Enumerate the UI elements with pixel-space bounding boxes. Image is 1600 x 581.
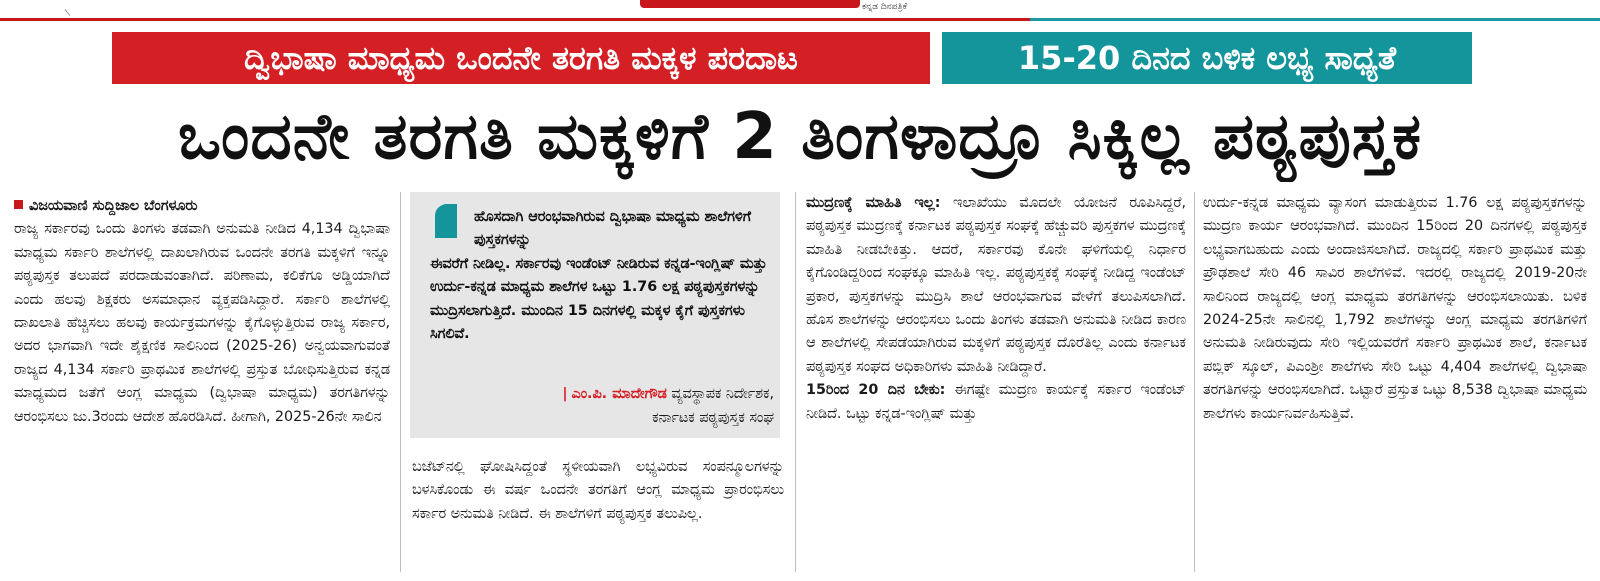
- column-2-body: ಬಜೆಟ್‌ನಲ್ಲಿ ಘೋಷಿಸಿದ್ದಂತೆ ಸ್ಥಳೀಯವಾಗಿ ಲಭ್ಯವಿರುವ ಸಂಪನ್ಮೂಲಗಳನ್ನು ಬಳಸಿಕೊಂಡು ಈ ವರ್ಷ ಒಂದನೇ ತರಗತಿಗೆ ಆಂಗ್ಲ ಮಾಧ್ಯಮ ಪ್ರಾರಂಭಿಸಲು ಸರ್ಕಾರ ಅನುಮತಿ ನೀಡಿದೆ. ಈ ಶಾಲೆಗಳಿಗೆ ಪಠ್ಯಪುಸ್ತಕ ತಲುಪಿಲ್ಲ.: [412, 459, 784, 522]
- pull-quote-box: [410, 192, 780, 438]
- masthead-teal-rule: [1030, 18, 1600, 21]
- column-3-para-1: [806, 192, 1186, 379]
- kicker-banner-red: ದ್ವಿಭಾಷಾ ಮಾಧ್ಯಮ ಒಂದನೇ ತರಗತಿ ಮಕ್ಕಳ ಪರದಾಟ: [112, 32, 930, 84]
- byline-text: ವಿಜಯವಾಣಿ ಸುದ್ದಿಜಾಲ ಬೆಂಗಳೂರು: [29, 198, 198, 214]
- pull-quote-attribution: [430, 382, 774, 430]
- masthead: [0, 0, 1600, 22]
- article-headline: ಒಂದನೇ ತರಗತಿ ಮಕ್ಕಳಿಗೆ 2 ತಿಂಗಳಾದ್ರೂ ಸಿಕ್ಕಿಲ್ಲ ಪಠ್ಯಪುಸ್ತಕ: [178, 100, 1422, 174]
- pull-quote-text: [430, 206, 774, 346]
- column-3-body-2: ಈಗಷ್ಟೇ ಮುದ್ರಣ ಕಾರ್ಯಕ್ಕೆ ಸರ್ಕಾರ ಇಂಡೆಂಟ್ ನೀಡಿದೆ. ಒಟ್ಟು ಕನ್ನಡ-ಇಂಗ್ಲಿಷ್ ಮತ್ತು: [806, 382, 1186, 422]
- byline-bullet-icon: [14, 200, 23, 209]
- attribution-line-1: [430, 382, 774, 406]
- column-3-para-2: [806, 379, 1186, 426]
- column-divider: [1194, 192, 1195, 572]
- column-divider: [795, 192, 796, 572]
- kicker-banner-teal: 15-20 ದಿನದ ಬಳಿಕ ಲಭ್ಯ ಸಾಧ್ಯತೆ: [942, 32, 1472, 84]
- pull-quote-rest: ಈವರೆಗೆ ನೀಡಿಲ್ಲ. ಸರ್ಕಾರವು ಇಂಡೆಂಟ್ ನೀಡಿರುವ ಕನ್ನಡ-ಇಂಗ್ಲಿಷ್ ಮತ್ತು ಉರ್ದು-ಕನ್ನಡ ಮಾಧ್ಯಮ ಶಾಲೆಗಳ ಒಟ್ಟು 1.76 ಲಕ್ಷ ಪಠ್ಯಪುಸ್ತಕಗಳನ್ನು ಮುದ್ರಿಸಲಾಗುತ್ತಿದೆ. ಮುಂದಿನ 15 ದಿನಗಳಲ್ಲಿ ಮಕ್ಕಳ ಕೈಗೆ ಪುಸ್ತಕಗಳು ಸಿಗಲಿವೆ.: [430, 255, 767, 343]
- article-column-3: [806, 192, 1186, 576]
- article-column-1: [14, 195, 390, 575]
- attribution-name: ಎಂ.ಪಿ. ಮಾದೇಗೌಡ: [571, 386, 667, 402]
- masthead-subtitle: ಕನ್ನಡ ದಿನಪತ್ರಿಕೆ: [862, 2, 908, 12]
- column-divider: [400, 192, 401, 572]
- attribution-bar: |: [562, 386, 568, 402]
- column-4-body: ಉರ್ದು-ಕನ್ನಡ ಮಾಧ್ಯಮ ವ್ಯಾಸಂಗ ಮಾಡುತ್ತಿರುವ 1.76 ಲಕ್ಷ ಪಠ್ಯಪುಸ್ತಕಗಳನ್ನು ಮುದ್ರಣ ಕಾರ್ಯ ಆರಂಭವಾಗಿದೆ. ಮುಂದಿನ 15ರಿಂದ 20 ದಿನಗಳಲ್ಲಿ ಪಠ್ಯಪುಸ್ತಕ ಲಭ್ಯವಾಗಬಹುದು ಎಂದು ಅಂದಾಜಿಸಲಾಗಿದೆ. ರಾಜ್ಯದಲ್ಲಿ ಸರ್ಕಾರಿ ಪ್ರಾಥಮಿಕ ಮತ್ತು ಪ್ರೌಢಶಾಲೆ ಸೇರಿ 46 ಸಾವಿರ ಶಾಲೆಗಳಿವೆ. ಇದರಲ್ಲಿ ರಾಜ್ಯದಲ್ಲಿ 2019-20ನೇ ಸಾಲಿನಿಂದ ರಾಜ್ಯದಲ್ಲಿ ಆಂಗ್ಲ ಮಾಧ್ಯಮ ತರಗತಿಗಳನ್ನು ಆರಂಭಿಸಲಾಯಿತು. ಬಳಿಕ 2024-25ನೇ ಸಾಲಿನಲ್ಲಿ 1,792 ಶಾಲೆಗಳನ್ನು ಆಂಗ್ಲ ಮಾಧ್ಯಮ ತರಗತಿಗಳಿಗೆ ಅನುಮತಿ ನೀಡಿರುವುದು ಸೇರಿ ಇಲ್ಲಿಯವರೆಗೆ ಸರ್ಕಾರಿ ಪ್ರಾಥಮಿಕ ಶಾಲೆ, ಕರ್ನಾಟಕ ಪಬ್ಲಿಕ್ ಸ್ಕೂಲ್, ಪಿಎಂಶ್ರೀ ಶಾಲೆಗಳು ಸೇರಿ ಒಟ್ಟು 4,404 ಶಾಲೆಗಳಲ್ಲಿ ದ್ವಿಭಾಷಾ ತರಗತಿಗಳನ್ನು ಆರಂಭಿಸಲಾಗಿದೆ. ಒಟ್ಟಾರೆ ಪ್ರಸ್ತುತ ಒಟ್ಟು 8,538 ದ್ವಿಭಾಷಾ ಮಾಧ್ಯಮ ಶಾಲೆಗಳು ಕಾರ್ಯನಿರ್ವಹಿಸುತ್ತಿವೆ.: [1203, 195, 1587, 422]
- subhead-15-20-days: 15ರಿಂದ 20 ದಿನ ಬೇಕು:: [806, 382, 946, 399]
- pull-quote-first-line: ಹೊಸದಾಗಿ ಆರಂಭವಾಗಿರುವ ದ್ವಿಭಾಷಾ ಮಾಧ್ಯಮ ಶಾಲೆಗಳಿಗೆ ಪುಸ್ತಕಗಳನ್ನು: [474, 209, 752, 249]
- column-1-body: ರಾಜ್ಯ ಸರ್ಕಾರವು ಒಂದು ತಿಂಗಳು ತಡವಾಗಿ ಅನುಮತಿ ನೀಡಿದ 4,134 ದ್ವಿಭಾಷಾ ಮಾಧ್ಯಮ ಸರ್ಕಾರಿ ಶಾಲೆಗಳಲ್ಲಿ ದಾಖಲಾಗಿರುವ ಒಂದನೇ ತರಗತಿ ಮಕ್ಕಳಿಗೆ ಇನ್ನೂ ಪಠ್ಯಪುಸ್ತಕ ತಲುಪದೆ ಪರದಾಡುವಂತಾಗಿದೆ. ಪರಿಣಾಮ, ಕಲಿಕೆಗೂ ಅಡ್ಡಿಯಾಗಿದೆ ಎಂದು ಹಲವು ಶಿಕ್ಷಕರು ಅಸಮಾಧಾನ ವ್ಯಕ್ತಪಡಿಸಿದ್ದಾರೆ. ಸರ್ಕಾರಿ ಶಾಲೆಗಳಲ್ಲಿ ದಾಖಲಾತಿ ಹೆಚ್ಚಿಸಲು ಹಲವು ಕಾರ್ಯಕ್ರಮಗಳನ್ನು ಕೈಗೊಳ್ಳುತ್ತಿರುವ ರಾಜ್ಯ ಸರ್ಕಾರ, ಅದರ ಭಾಗವಾಗಿ ಇದೇ ಶೈಕ್ಷಣಿಕ ಸಾಲಿನಿಂದ (2025-26) ಅನ್ವಯವಾಗುವಂತೆ ರಾಜ್ಯದ 4,134 ಸರ್ಕಾರಿ ಪ್ರಾಥಮಿಕ ಶಾಲೆಗಳಲ್ಲಿ ಪ್ರಸ್ತುತ ಬೋಧಿಸುತ್ತಿರುವ ಕನ್ನಡ ಮಾಧ್ಯಮದ ಜತೆಗೆ ಆಂಗ್ಲ ಮಾಧ್ಯಮ (ದ್ವಿಭಾಷಾ ಮಾಧ್ಯಮ) ತರಗತಿಗಳನ್ನು ಆರಂಭಿಸಲು ಜು.3ರಂದು ಆದೇಶ ಹೊರಡಿಸಿದೆ. ಹೀಗಾಗಿ, 2025-26ನೇ ಸಾಲಿನ: [14, 221, 390, 425]
- article-column-4: [1203, 192, 1587, 576]
- column-3-body-1: ಇಲಾಖೆಯು ಮೊದಲೇ ಯೋಜನೆ ರೂಪಿಸಿದ್ದರೆ, ಪಠ್ಯಪುಸ್ತಕ ಮುದ್ರಣಕ್ಕೆ ಕರ್ನಾಟಕ ಪಠ್ಯಪುಸ್ತಕ ಸಂಘಕ್ಕೆ ಹೆಚ್ಚುವರಿ ಪುಸ್ತಕಗಳ ಮುದ್ರಣಕ್ಕೆ ಮಾಹಿತಿ ನೀಡಬೇಕಿತ್ತು. ಆದರೆ, ಸರ್ಕಾರವು ಕೊನೇ ಘಳಿಗೆಯಲ್ಲಿ ನಿರ್ಧಾರ ಕೈಗೊಂಡಿದ್ದರಿಂದ ಸಂಘಕ್ಕೂ ಮಾಹಿತಿ ಇಲ್ಲ. ಪಠ್ಯಪುಸ್ತಕಕ್ಕೆ ಸಂಘಕ್ಕೆ ನೀಡಿದ್ದ ಇಂಡೆಂಟ್ ಪ್ರಕಾರ, ಪುಸ್ತಕಗಳನ್ನು ಮುದ್ರಿಸಿ ಶಾಲೆ ಆರಂಭವಾಗುವ ವೇಳೆಗೆ ತಲುಪಿಸಲಾಗಿದೆ. ಹೊಸ ಶಾಲೆಗಳನ್ನು ಆರಂಭಿಸಲು ಒಂದು ತಿಂಗಳು ತಡವಾಗಿ ಅನುಮತಿ ನೀಡಿದ ಕಾರಣ ಆ ಶಾಲೆಗಳಲ್ಲಿ ಸೇಪಡೆಯಾಗಿರುವ ಮಕ್ಕಳಿಗೆ ಪಠ್ಯಪುಸ್ತಕ ದೊರೆತಿಲ್ಲ ಎಂದು ಕರ್ನಾಟಕ ಪಠ್ಯಪುಸ್ತಕ ಸಂಘದ ಅಧಿಕಾರಿಗಳು ಮಾಹಿತಿ ನೀಡಿದ್ದಾರೆ.: [806, 195, 1186, 375]
- newspaper-logo: [640, 0, 860, 8]
- corner-tick-mark: [64, 4, 76, 16]
- attribution-organisation: ಕರ್ನಾಟಕ ಪಠ್ಯಪುಸ್ತಕ ಸಂಘ: [652, 410, 774, 426]
- article-column-2: [412, 456, 784, 576]
- byline: [14, 195, 390, 218]
- attribution-designation: ವ್ಯವಸ್ಥಾಪಕ ನಿರ್ದೇಶಕ,: [671, 386, 774, 402]
- subhead-printing-info: ಮುದ್ರಣಕ್ಕೆ ಮಾಹಿತಿ ಇಲ್ಲ:: [806, 195, 941, 211]
